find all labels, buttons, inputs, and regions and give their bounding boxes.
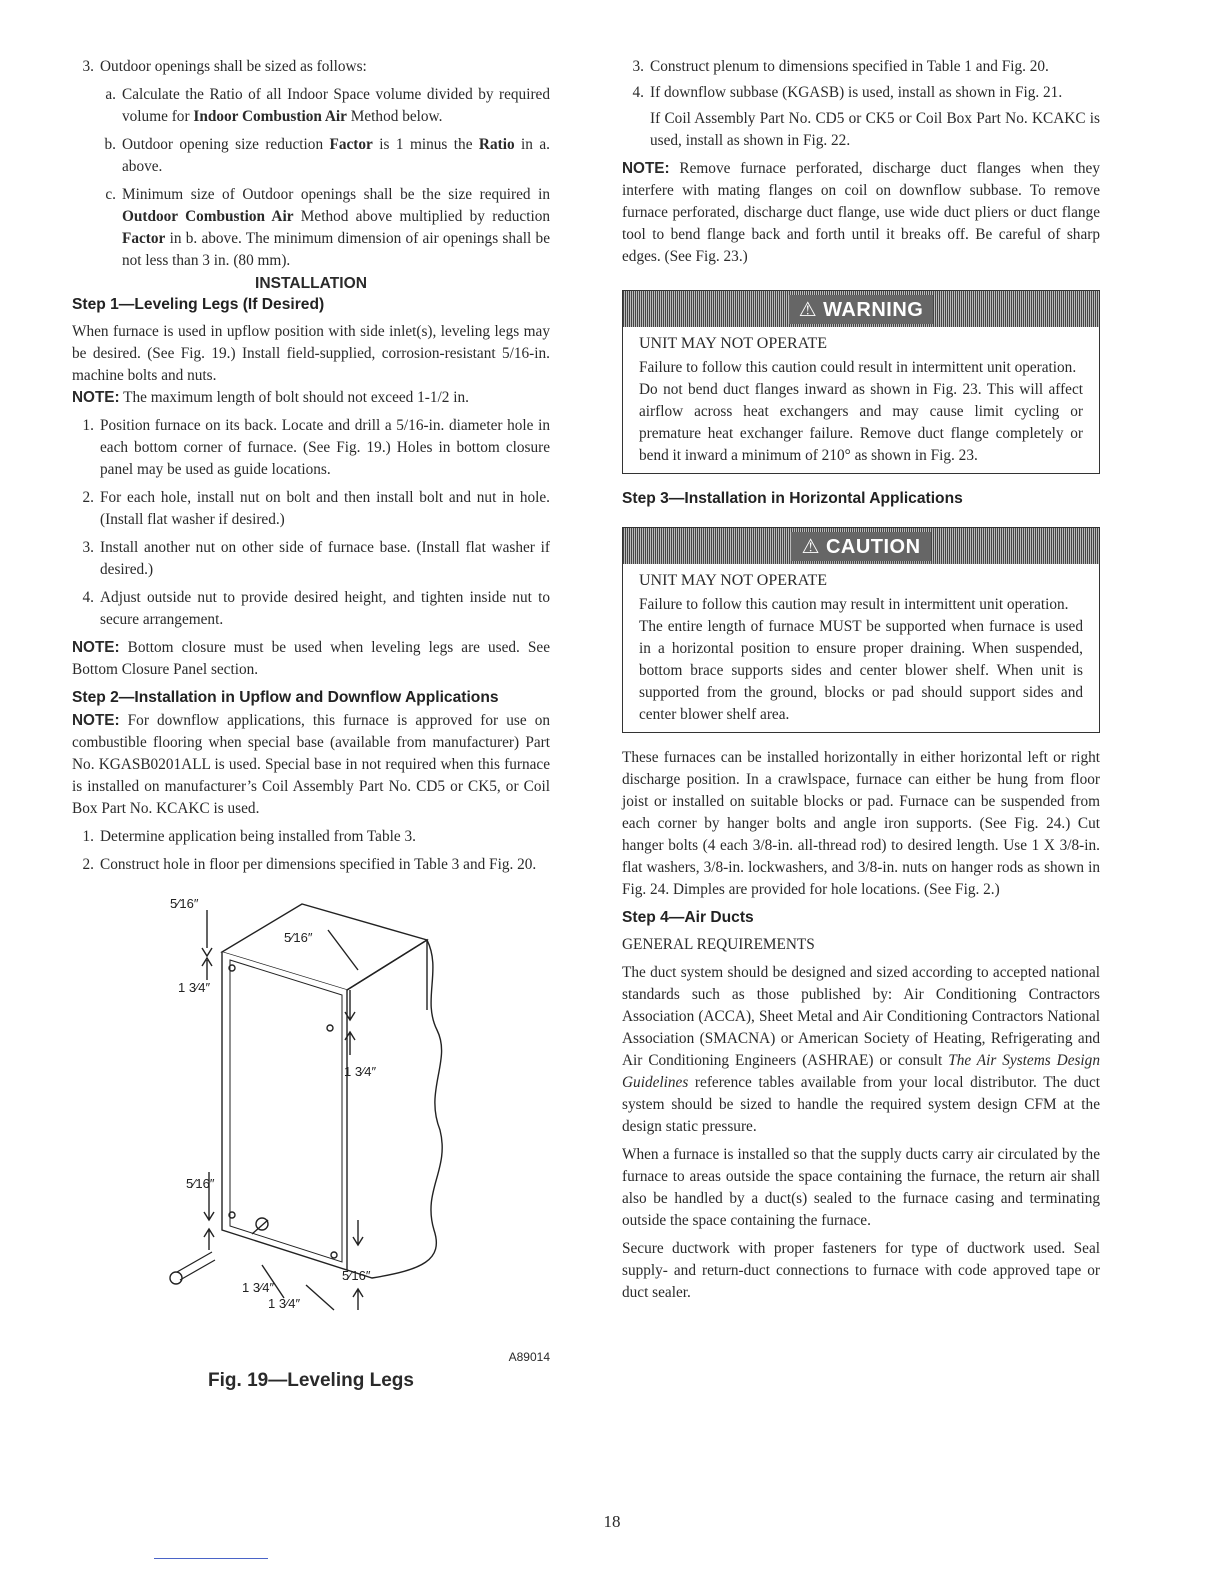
dim-label: 1 3⁄4″ [344,1064,377,1079]
warning-label: ⚠ WARNING [789,295,934,324]
leveling-legs-drawing [72,890,550,1360]
item-continuation: If Coil Assembly Part No. CD5 or CK5 or Coil Box Part No. KCAKC is used, install as shown in Fig. 22. [650,110,1100,149]
item-text: Construct hole in floor per dimensions specified in Table 3 and Fig. 20. [100,856,537,873]
note-label: NOTE: [72,712,120,729]
note-text: Bottom closure must be used when leveling legs are used. See Bottom Closure Panel section. [72,639,550,678]
warning-text: Do not bend duct flanges inward as shown in Fig. 23. This will affect airflow across heat exchangers and may cause limit cycling or premature heat exchanger failure. Remove duct flange completely or bend it inward a minimum of 210° as shown in Fig. 23. [639,381,1083,464]
installation-heading: INSTALLATION [254,275,368,292]
sub-item-b [72,134,550,178]
caution-box [622,527,1100,733]
caution-text: Failure to follow this caution may result in intermittent unit operation. [639,596,1069,613]
item-number: 1. [82,417,94,434]
dim-label: 5⁄16″ [186,1176,215,1191]
item-number: 3. [82,539,94,556]
bold-term: Factor [122,230,166,247]
dim-label: 5⁄16″ [284,930,313,945]
step-1-heading: Step 1—Leveling Legs (If Desired) [72,296,325,313]
bold-term: Indoor Combustion Air [193,108,347,125]
figure-code: A89014 [508,1350,550,1364]
list-item [72,537,550,581]
general-requirements-heading: GENERAL REQUIREMENTS [622,936,815,953]
paragraph: Secure ductwork with proper fasteners for type of ductwork used. Seal supply- and return-duct connections to furnace with code approved tape or duct sealer. [622,1240,1100,1301]
warning-header [623,291,1099,327]
step-3-heading: Step 3—Installation in Horizontal Applications [622,490,963,507]
list-item [72,415,550,481]
item-text: Position furnace on its back. Locate and drill a 5/16-in. diameter hole in each bottom corner of furnace. (See Fig. 19.) Holes in bottom closure panel may be used as guide locations. [100,417,550,478]
sub-item-c [72,184,550,272]
footer-rule [154,1558,268,1559]
text-run: Method above multiplied by reduction [293,208,550,225]
text-run: Method below. [346,108,443,125]
sub-item-text [122,84,550,128]
item-number: 2. [82,856,94,873]
dim-label: 5⁄16″ [170,896,199,911]
paragraph: When a furnace is installed so that the supply ducts carry air circulated by the furnace to areas outside the space containing the furnace, the return air shall also be handled by a duct(s) sealed to the furnace casing and terminating outside the space containing the furnace. [622,1146,1100,1229]
figure-19 [72,890,550,1410]
figure-caption: Fig. 19—Leveling Legs [208,1370,414,1391]
list-item [622,56,1100,78]
caution-header [623,528,1099,564]
text-run: The duct system should be designed and sized according to accepted national standards such as those published by: Air Conditioning Contractors Association (ACCA), Sheet Metal and Air Conditioning Contractors National Association (SMACNA) or American Society of Heating, Refrigerating and Air Conditioning Engineers (ASHRAE) or consult [622,964,1100,1069]
note [72,387,550,409]
caution-label: ⚠ CAUTION [791,532,930,561]
caution-text: The entire length of furnace MUST be supported when furnace is used in a horizontal position to ensure proper draining. When suspended, bottom brace supports sides and center blower shelf. When unit is supported from the ground, blocks or pad should support sides and center blower shelf area. [639,618,1083,723]
item-text: Outdoor openings shall be sized as follows: [100,58,367,75]
sub-item-letter: c. [105,186,116,203]
sub-item-text [122,134,550,178]
text-run: Minimum size of Outdoor openings shall be the size required in [122,186,550,203]
sub-item-letter: a. [105,86,116,103]
warning-text: Failure to follow this caution could result in intermittent unit operation. [639,359,1077,376]
note-label: NOTE: [622,160,670,177]
text-run: Calculate the Ratio of all Indoor Space volume divided by required volume for [122,86,550,125]
left-column [72,56,550,1410]
warning-title: UNIT MAY NOT OPERATE [639,335,828,352]
text-run: in a. above. [122,136,550,175]
dim-label: 5⁄16″ [342,1268,371,1283]
dim-label: 1 3⁄4″ [242,1280,275,1295]
italic-title: The Air Systems Design Guidelines [622,1052,1100,1091]
note-label: NOTE: [72,639,120,656]
list-item [72,487,550,531]
list-item [72,587,550,631]
item-text: Determine application being installed from Table 3. [100,828,416,845]
note-text: For downflow applications, this furnace is approved for use on combustible flooring when special base (available from manufacturer) Part No. KGASB0201ALL is used. Special base in not required when this furnace is installed on manufacturer’s Coil Assembly Part No. CD5 or CK5, or Coil Box Part No. KCAKC is used. [72,712,550,817]
warning-body [623,327,1099,473]
note-text: The maximum length of bolt should not exceed 1-1/2 in. [119,389,469,406]
dim-label: 1 3⁄4″ [268,1296,301,1311]
bold-term: Outdoor Combustion Air [122,208,294,225]
bold-term: Factor [329,136,373,153]
text-run: Outdoor opening size reduction [122,136,330,153]
caution-body [623,564,1099,732]
caution-title: UNIT MAY NOT OPERATE [639,572,828,589]
step-4-heading: Step 4—Air Ducts [622,909,754,926]
dim-label: 1 3⁄4″ [178,980,211,995]
text-run: is 1 minus the [372,136,479,153]
note [72,710,550,820]
item-text: Adjust outside nut to provide desired height, and tighten inside nut to secure arrangement. [100,589,550,628]
step-3-paragraph: These furnaces can be installed horizontally in either horizontal left or right discharge position. In a crawlspace, furnace can either be hung from floor joist or installed on suitable blocks or pad. Furnace can be suspended from each corner by hanger bolts and angle iron supports. (See Fig. 24.) Cut hanger bolts (4 each 3/8-in. all-thread rod) to desired length. Use 1 X 3/8-in. flat washers, 3/8-in. lockwashers, and 3/8-in. nuts on hanger rods as shown in Fig. 24. Dimples are provided for hole locations. (See Fig. 2.) [622,749,1100,898]
item-number: 1. [82,828,94,845]
right-column [622,56,1100,1304]
item-text: If downflow subbase (KGASB) is used, install as shown in Fig. 21. [650,84,1063,101]
text-run: reference tables available from your local distributor. The duct system should be sized to handle the required system design CFM at the design static pressure. [622,1074,1100,1135]
item-text: Install another nut on other side of furnace base. (Install flat washer if desired.) [100,539,550,578]
sub-item-text [122,184,550,272]
step-1-paragraph: When furnace is used in upflow position with side inlet(s), leveling legs may be desired. (See Fig. 19.) Install field-supplied, corrosion-resistant 5/16-in. machine bolts and nuts. [72,323,550,384]
step-2-heading: Step 2—Installation in Upflow and Downflow Applications [72,689,499,706]
item-number: 4. [632,84,644,101]
list-item [72,854,550,876]
note [622,158,1100,268]
item-text: For each hole, install nut on bolt and then install bolt and nut in hole. (Install flat washer if desired.) [100,489,550,528]
bold-term: Ratio [478,136,515,153]
list-item-3 [72,56,550,78]
item-number: 2. [82,489,94,506]
item-text: Construct plenum to dimensions specified in Table 1 and Fig. 20. [650,58,1049,75]
paragraph [622,962,1100,1138]
text-run: in b. above. The minimum dimension of air openings shall be not less than 3 in. (80 mm). [122,230,550,269]
item-number: 3. [82,58,94,75]
sub-item-letter: b. [104,136,116,153]
note [72,637,550,681]
page-number: 18 [603,1512,621,1531]
item-number: 4. [82,589,94,606]
list-item [72,826,550,848]
item-number: 3. [632,58,644,75]
warning-box [622,290,1100,474]
note-label: NOTE: [72,389,120,406]
sub-item-a [72,84,550,128]
note-text: Remove furnace perforated, discharge duct flanges when they interfere with mating flanges on coil on downflow subbase. To remove furnace perforated, discharge duct flange, use wide duct pliers or duct flange tool to bend flange back and forth until it breaks off. Be careful of sharp edges. (See Fig. 23.) [622,160,1100,265]
list-item [622,82,1100,104]
